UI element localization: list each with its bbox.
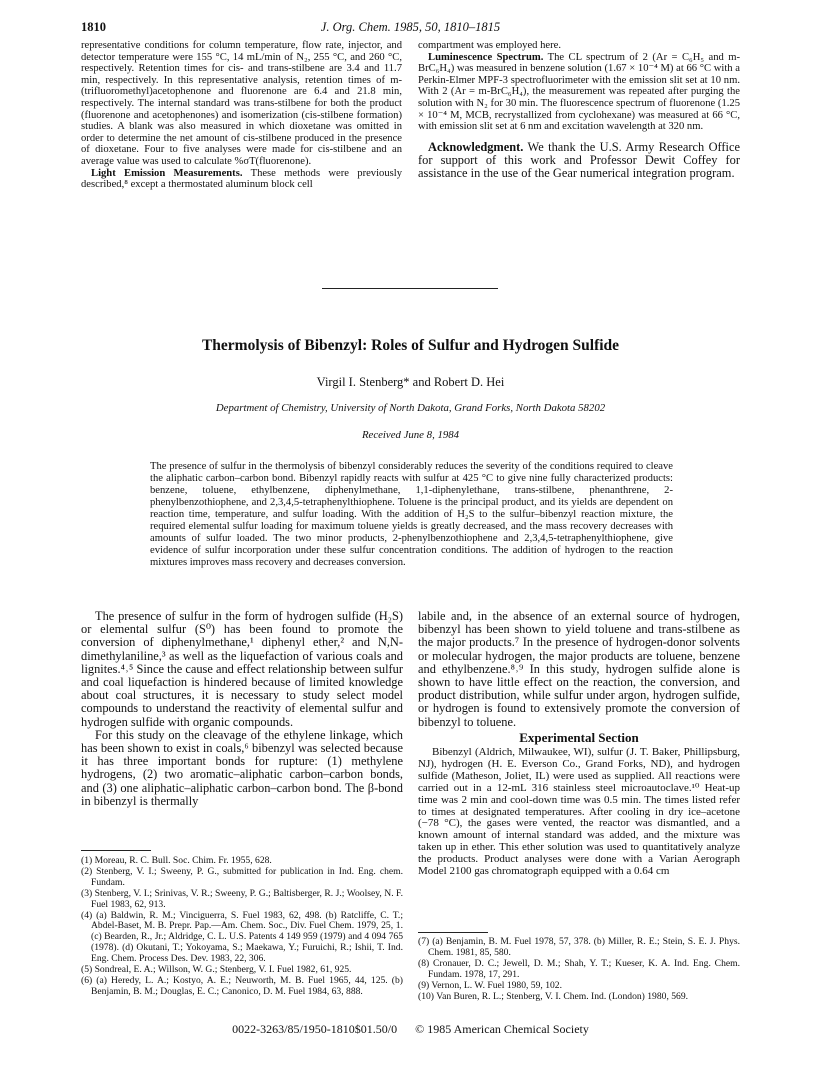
intro-paragraph-2: For this study on the cleavage of the ethylene linkage, which has been shown to exist in coals,⁶ bibenzyl was selected because it has three important bonds for rupture: (1) methylene hydrogens, (2) two aromatic–aliphatic carbon–carbon bonds, and (3) one aliphatic–aliphatic carbon–carbon bond. The β-bond in bibenzyl is thermally [81, 727, 403, 808]
article-code: 0022-3263/85/1950-1810$01.50/0 [232, 1022, 398, 1036]
acknowledgment-text: We thank the U.S. Army Research Office for support of this work and Professor Dewit Coffey for assistance in the use of the Gear numerical integration program. [418, 139, 740, 181]
reference-item: (2) Stenberg, V. I.; Sweeny, P. G., submitted for publication in Ind. Eng. chem. Fundam. [81, 865, 403, 888]
light-emission-text: These methods were previously described,⁸ except a thermostated aluminum block cell [81, 167, 402, 191]
top-left-column [81, 40, 402, 191]
reference-item: (5) Sondreal, E. A.; Willson, W. G.; Stenberg, V. I. Fuel 1982, 61, 925. [81, 964, 352, 976]
article-title: Thermolysis of Bibenzyl: Roles of Sulfur and Hydrogen Sulfide [201, 337, 620, 354]
intro-paragraph-1: The presence of sulfur in the form of hydrogen sulfide (H₂S) or elemental sulfur (S⁰) has been found to promote the conversion of diphenylmethane,¹ diphenyl ether,² and N,N-dimethylaniline,³ as well as the liquefaction of various coals and lignites.⁴˒⁵ Since the cause and effect relationship between sulfur and coal liquefaction is hindered because of limited knowledge about coal structures, it is necessary to study select model compounds to understand the reactivity of elemental sulfur and hydrogen sulfide with organic compounds. [81, 609, 403, 729]
section-heading: Experimental Section [519, 729, 639, 745]
reference-item: (3) Stenberg, V. I.; Srinivas, V. R.; Sweeny, P. G.; Baltisberger, R. J.; Woolsey, N. F. Fuel 1983, 62, 913. [81, 887, 403, 910]
footnote-rule-left [81, 850, 151, 851]
reference-item: (4) (a) Baldwin, R. M.; Vinciguerra, S. Fuel 1983, 62, 498. (b) Ratcliffe, C. T.; Abdel-Baset, M. B. Prepr. Pap.—Am. Chem. Soc., Div. Fuel Chem. 1979, 25, 1. (c) Bearden, R., Jr.; Aldridge, C. L. U.S. Patents 4 149 959 (1979) and 4 094 765 (1978). (d) Okutani, T.; Yokoyama, S.; Maekawa, Y.; Furuichi, R.; Ishii, T. Ind. Eng. Chem. Process Des. Dev. 1983, 22, 306. [81, 909, 403, 965]
reference-item: (6) (a) Heredy, L. A.; Kostyo, A. E.; Neuworth, M. B. Fuel 1965, 44, 125. (b) Benjamin, B. M.; Douglas, E. C.; Canonico, D. M. Fuel 1984, 63, 888. [81, 974, 403, 997]
compartment-text: compartment was employed here. [418, 40, 561, 51]
reference-item: (9) Vernon, L. W. Fuel 1980, 59, 102. [418, 979, 562, 991]
article-separator [322, 288, 498, 289]
copyright: © 1985 American Chemical Society [415, 1022, 589, 1036]
light-emission-heading: Light Emission Measurements. [91, 167, 243, 179]
authors: Virgil I. Stenberg* and Robert D. Hei [316, 375, 505, 389]
affiliation: Department of Chemistry, University of North Dakota, Grand Forks, North Dakota 58202 [215, 402, 606, 414]
luminescence-text: The CL spectrum of 2 (Ar = C₆H₅ and m-BrC₆H₄) was measured in benzene solution (1.67 × 10⁻⁴ M) at 66 °C with a Perkin-Elmer MPF-3 spectrofluorimeter with the emission slit set at 10 nm. With 2 (Ar = m-BrC₆H₄), the measurement was repeated after purging the solution with N₂ for 30 min. The fluorescence spectrum of fluorenone (1.25 × 10⁻⁴ M, MCB, recrystallized from cyclohexane) was measured at 66 °C, with emission slit set at 6 nm and excitation wavelength at 320 nm. [418, 51, 740, 133]
acknowledgment-heading: Acknowledgment. [428, 139, 524, 154]
reference-item: (8) Cronauer, D. C.; Jewell, D. M.; Shah, Y. T.; Kueser, K. A. Ind. Eng. Chem. Fundam. 1978, 17, 291. [418, 957, 740, 980]
references-left [81, 856, 403, 998]
abstract: The presence of sulfur in the thermolysis of bibenzyl considerably reduces the severity of the conditions required to cleave the aliphatic carbon–carbon bond. Bibenzyl rapidly reacts with sulfur at 425 °C to give nine fully characterized products: benzene, toluene, ethylbenzene, diphenylmethane, 1,1-diphenylethane, trans-stilbene, phenanthrene, 2-phenylbenzothiophene, and 2,3,4,5-tetraphenylthiophene. Toluene is the principal product, and its yields are dependent on reaction time, temperature, and sulfur loading. With the addition of H₂S to the sulfur–bibenzyl reaction mixture, the required elemental sulfur loading for maximum toluene yields is greatly decreased, and the mass recovery decreases with amounts of sulfur loaded. The two minor products, 2-phenylbenzothiophene and 2,3,4,5-tetraphenylthiophene, give evidence of sulfur incorporation under these sulfur concentration conditions. The addition of hydrogen to the reaction mixtures improves mass recovery and decreases conversion. [150, 461, 673, 568]
intro-paragraph-3: labile and, in the absence of an external source of hydrogen, bibenzyl has been shown to yield toluene and trans-stilbene as the major products.⁷ In the presence of hydrogen-donor solvents or molecular hydrogen, the major products are toluene, benzene and ethylbenzene.⁸˒⁹ In this study, hydrogen sulfide alone is shown to have little effect on the reaction, the conversion, and product distribution, while sulfur under argon, hydrogen sulfide, or hydrogen is found to extensively promote the conversion of bibenzyl to toluene. [418, 609, 740, 729]
body-right-column [418, 610, 740, 878]
running-header: J. Org. Chem. 1985, 50, 1810–1815 [320, 20, 501, 34]
references-right [418, 937, 740, 1002]
experimental-paragraph: Bibenzyl (Aldrich, Milwaukee, WI), sulfur (J. T. Baker, Phillipsburg, NJ), hydrogen (H. E. Everson Co., Grand Forks, ND), and hydrogen sulfide (Matheson, Joliet, IL) were used as supplied. All reactions were carried out in a 12-mL 316 stainless steel microautoclave.¹⁰ Heat-up time was 2 min and cool-down time was 0.5 min. The times listed refer to times at designated temperatures. After cooling in dry ice–acetone (−78 °C), the gases were vented, the reactor was dismantled, and a known amount of internal standard was added, and the mixture was taken up in ether. This ether solution was used to quantitatively analyze the products. Product analyses were done with a Varian Aerograph Model 2100 gas chromatograph equipped with a 0.64 cm [418, 746, 740, 878]
body-left-column [81, 610, 403, 808]
top-right-column [418, 40, 740, 180]
reference-item: (10) Van Buren, R. L.; Stenberg, V. I. Chem. Ind. (London) 1980, 569. [418, 990, 689, 1002]
footnote-rule-right [418, 932, 488, 933]
luminescence-heading: Luminescence Spectrum. [428, 51, 544, 63]
page-footer [0, 1022, 821, 1037]
page-number: 1810 [81, 20, 106, 34]
received-date: Received June 8, 1984 [361, 429, 460, 441]
reference-item: (7) (a) Benjamin, B. M. Fuel 1978, 57, 378. (b) Miller, R. E.; Stein, S. E. J. Phys. Chem. 1981, 85, 580. [418, 936, 740, 958]
top-left-text: representative conditions for column temperature, flow rate, injector, and detector temperature were 155 °C, 14 mL/min of N₂, 255 °C, and 260 °C, respectively. Retention times for cis- and trans-stilbene are 3.4 and 11.7 min, respectively. In this representative analysis, retention times of m-(trifluoromethyl)acetophenone and fluorenone are 6.4 and 21.8 min, respectively. The internal standard was trans-stilbene for both the product (fluorenone and acetophenones) and isomerization (cis-stilbene formation) studies. A blank was also measured in which dioxetane was omitted in order to determine the net amount of cis-stilbene produced in the presence of dioxetane. Four to five analyses were made for cis-stilbene and an average value was used to calculate %σT(fluorenone). [81, 40, 402, 167]
reference-item: (1) Moreau, R. C. Bull. Soc. Chim. Fr. 1955, 628. [81, 855, 272, 866]
